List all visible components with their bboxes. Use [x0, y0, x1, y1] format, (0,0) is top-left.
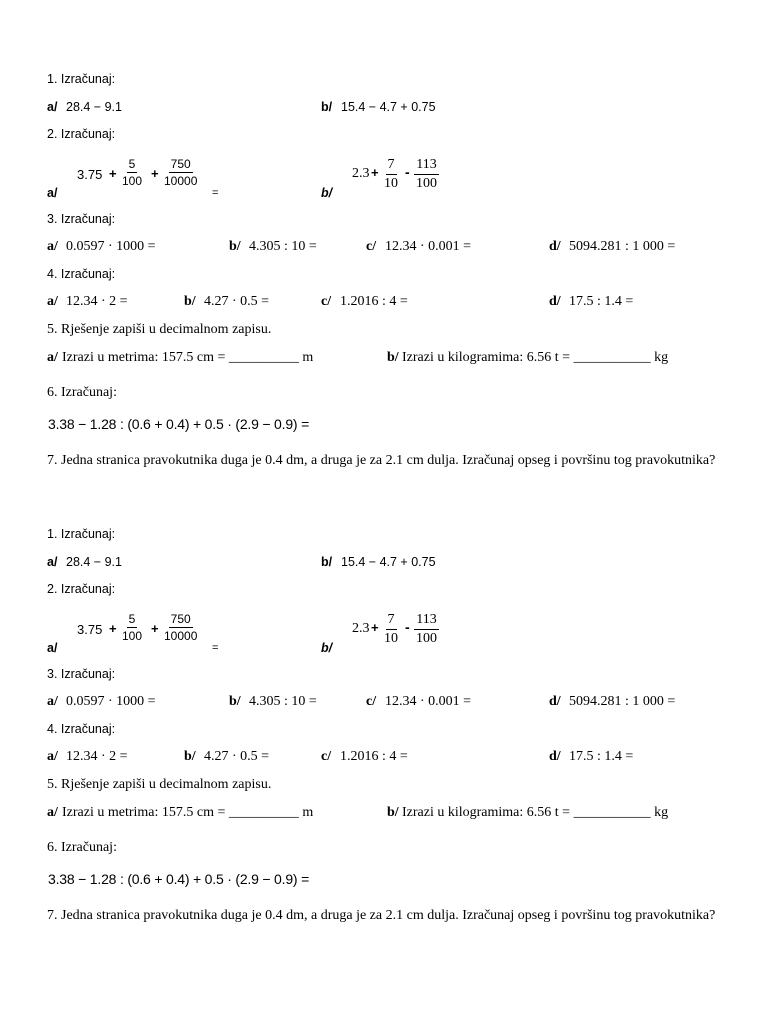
task3-a-label: a/ [47, 239, 58, 254]
task6-expression: 3.38 − 1.28 : (0.6 + 0.4) + 0.5 · (2.9 − 0.9) = [48, 871, 310, 887]
task6-expression: 3.38 − 1.28 : (0.6 + 0.4) + 0.5 · (2.9 − 0.9) = [48, 416, 310, 432]
task3-d-label: d/ [549, 694, 561, 709]
fraction-denominator: 100 [122, 629, 143, 643]
fraction-numerator: 750 [170, 157, 191, 171]
task3-c-expr: 12.34 · 0.001 = [385, 694, 472, 709]
task2-b-lead: 2.3 [352, 621, 370, 636]
task3-d-label: d/ [549, 239, 561, 254]
task5-b-label: b/ [387, 350, 399, 365]
task2-b-fraction-2 [414, 613, 439, 646]
task1-b-expr: 15.4 − 4.7 + 0.75 [341, 100, 436, 114]
task4-b-expr: 4.27 · 0.5 = [204, 749, 270, 764]
task5-b-text: Izrazi u kilogramima: 6.56 t = ___________ kg [402, 350, 669, 365]
task4-a-expr: 12.34 · 2 = [66, 749, 128, 764]
task5-b-label: b/ [387, 805, 399, 820]
task1-a-label: a/ [47, 555, 58, 569]
task2-b-label: b/ [321, 641, 333, 655]
task7-text: 7. Jedna stranica pravokutnika duga je 0.4 dm, a druga je za 2.1 cm dulja. Izračunaj opseg i površinu tog pravokutnika? [47, 908, 716, 923]
task2-b-minus: - [405, 619, 410, 635]
worksheet-2 [0, 455, 768, 965]
task2-a-label: a/ [47, 641, 58, 655]
fraction-denominator: 100 [416, 176, 437, 191]
task5-a-label: a/ [47, 805, 58, 820]
task5-title: 5. Rješenje zapiši u decimalnom zapisu. [47, 322, 272, 337]
task2-a-lead: 3.75 [77, 167, 103, 182]
task2-a-fraction-2 [162, 613, 199, 642]
task2-a-plus1: + [109, 621, 117, 636]
fraction-numerator: 7 [386, 158, 397, 175]
task2-a-fraction-1 [120, 613, 144, 642]
task2-b-fraction-1 [382, 158, 400, 191]
task7-text: 7. Jedna stranica pravokutnika duga je 0.4 dm, a druga je za 2.1 cm dulja. Izračunaj opseg i površinu tog pravokutnika? [47, 453, 716, 468]
task6-title: 6. Izračunaj: [47, 385, 117, 400]
task4-d-expr: 17.5 : 1.4 = [569, 294, 634, 309]
fraction-denominator: 100 [416, 631, 437, 646]
fraction-denominator: 10000 [164, 174, 198, 188]
task4-c-label: c/ [321, 749, 332, 764]
task3-c-label: c/ [366, 694, 377, 709]
fraction-numerator: 7 [386, 613, 397, 630]
task5-a-text: Izrazi u metrima: 157.5 cm = __________ m [62, 350, 314, 365]
fraction-numerator: 113 [414, 158, 438, 175]
task2-a-label: a/ [47, 186, 58, 200]
task1-b-expr: 15.4 − 4.7 + 0.75 [341, 555, 436, 569]
task2-b-label: b/ [321, 186, 333, 200]
task2-b-fraction-2 [414, 158, 439, 191]
task3-d-expr: 5094.281 : 1 000 = [569, 694, 676, 709]
task2-title: 2. Izračunaj: [47, 127, 116, 141]
task2-a-lead: 3.75 [77, 622, 103, 637]
task1-a-label: a/ [47, 100, 58, 114]
task4-d-label: d/ [549, 294, 561, 309]
task2-a-plus2: + [151, 621, 159, 636]
fraction-denominator: 10 [384, 176, 398, 191]
task3-c-label: c/ [366, 239, 377, 254]
task3-a-label: a/ [47, 694, 58, 709]
task3-a-expr: 0.0597 · 1000 = [66, 694, 156, 709]
task4-c-label: c/ [321, 294, 332, 309]
task5-a-text: Izrazi u metrima: 157.5 cm = __________ m [62, 805, 314, 820]
task2-a-plus2: + [151, 166, 159, 181]
fraction-numerator: 5 [128, 612, 136, 626]
task4-c-expr: 1.2016 : 4 = [340, 749, 408, 764]
task5-b-text: Izrazi u kilogramima: 6.56 t = ___________ kg [402, 805, 669, 820]
task4-a-expr: 12.34 · 2 = [66, 294, 128, 309]
task3-c-expr: 12.34 · 0.001 = [385, 239, 472, 254]
task5-a-label: a/ [47, 350, 58, 365]
task2-b-plus: + [371, 165, 379, 180]
task3-b-label: b/ [229, 239, 241, 254]
task2-b-lead: 2.3 [352, 166, 370, 181]
task2-b-fraction-1 [382, 613, 400, 646]
task4-title: 4. Izračunaj: [47, 722, 116, 736]
task3-title: 3. Izračunaj: [47, 667, 116, 681]
task3-a-expr: 0.0597 · 1000 = [66, 239, 156, 254]
task1-a-expr: 28.4 − 9.1 [66, 555, 122, 569]
task5-title: 5. Rješenje zapiši u decimalnom zapisu. [47, 777, 272, 792]
task2-a-fraction-2 [162, 158, 199, 187]
task4-b-label: b/ [184, 749, 196, 764]
task4-c-expr: 1.2016 : 4 = [340, 294, 408, 309]
fraction-numerator: 750 [170, 612, 191, 626]
task1-b-label: b/ [321, 100, 333, 114]
task1-title: 1. Izračunaj: [47, 527, 116, 541]
task1-b-label: b/ [321, 555, 333, 569]
task2-a-equals: = [212, 187, 219, 199]
task4-d-label: d/ [549, 749, 561, 764]
fraction-numerator: 5 [128, 157, 136, 171]
task1-title: 1. Izračunaj: [47, 72, 116, 86]
task2-a-plus1: + [109, 166, 117, 181]
worksheet-1 [0, 0, 768, 510]
task4-title: 4. Izračunaj: [47, 267, 116, 281]
task3-title: 3. Izračunaj: [47, 212, 116, 226]
task2-a-fraction-1 [120, 158, 144, 187]
task4-b-label: b/ [184, 294, 196, 309]
task4-a-label: a/ [47, 294, 58, 309]
task4-a-label: a/ [47, 749, 58, 764]
task2-title: 2. Izračunaj: [47, 582, 116, 596]
task3-b-expr: 4.305 : 10 = [249, 239, 317, 254]
fraction-numerator: 113 [414, 613, 438, 630]
task1-a-expr: 28.4 − 9.1 [66, 100, 122, 114]
task3-d-expr: 5094.281 : 1 000 = [569, 239, 676, 254]
task6-title: 6. Izračunaj: [47, 840, 117, 855]
task3-b-label: b/ [229, 694, 241, 709]
task2-b-plus: + [371, 620, 379, 635]
task4-d-expr: 17.5 : 1.4 = [569, 749, 634, 764]
fraction-denominator: 100 [122, 174, 143, 188]
task2-b-minus: - [405, 164, 410, 180]
fraction-denominator: 10 [384, 631, 398, 646]
task4-b-expr: 4.27 · 0.5 = [204, 294, 270, 309]
task3-b-expr: 4.305 : 10 = [249, 694, 317, 709]
fraction-denominator: 10000 [164, 629, 198, 643]
task2-a-equals: = [212, 642, 219, 654]
